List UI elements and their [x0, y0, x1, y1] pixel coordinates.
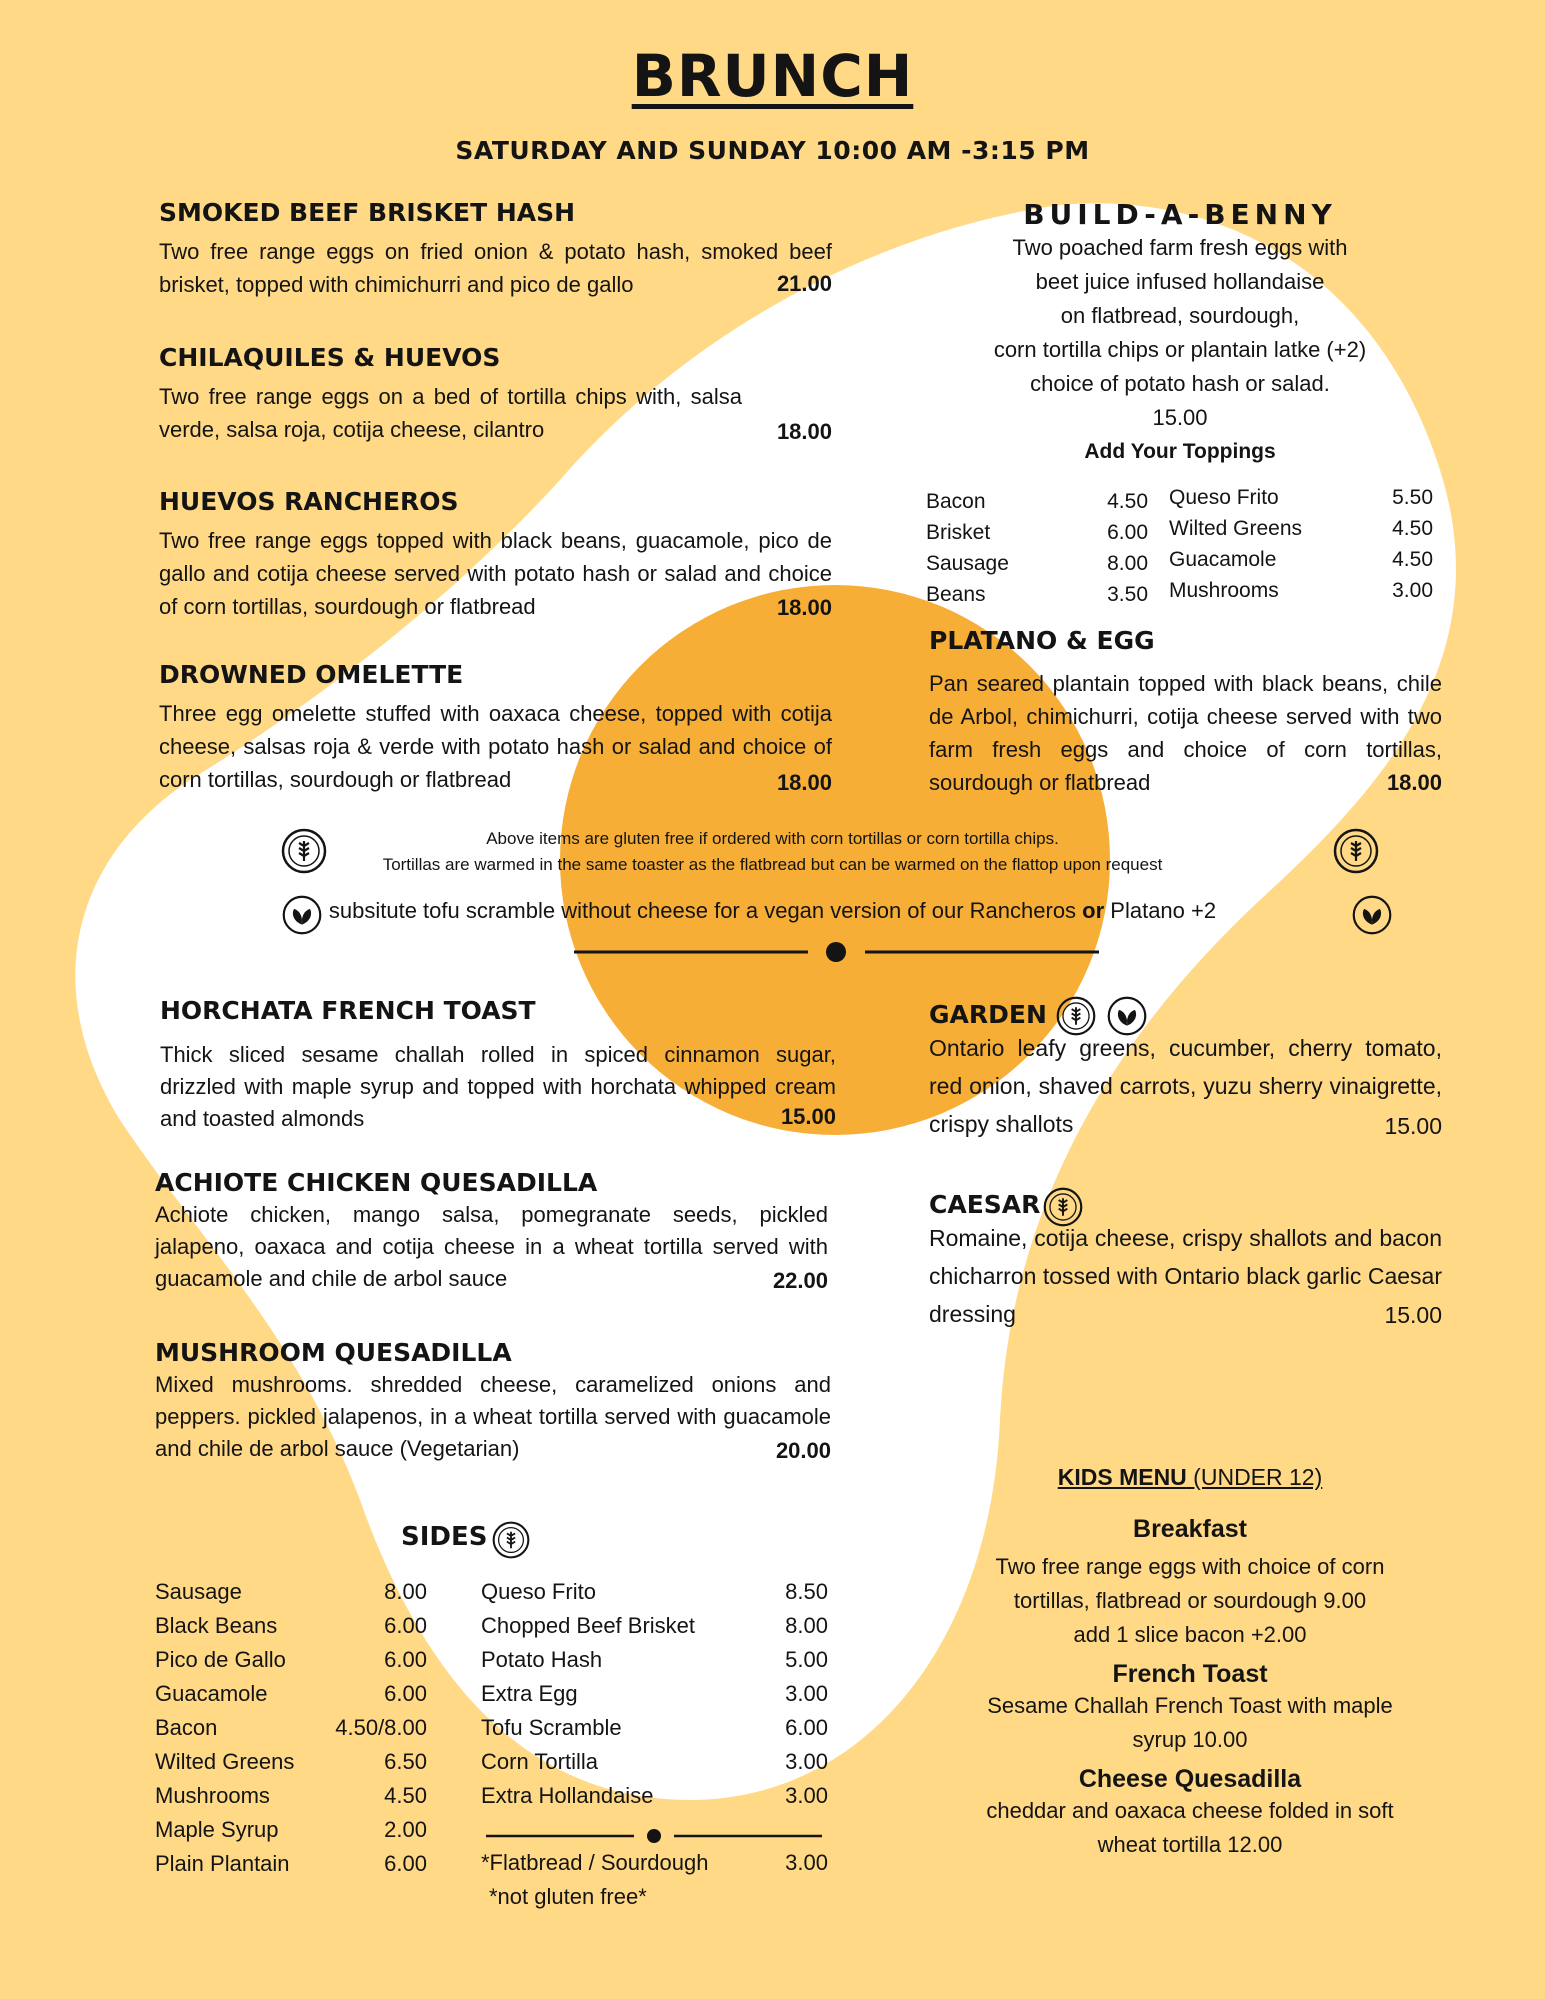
kids-item-line: Two free range eggs with choice of corn	[995, 1554, 1385, 1579]
benny-desc-line: Two poached farm fresh eggs with	[1012, 235, 1348, 260]
item-price: 20.00	[775, 1438, 831, 1463]
side-price: 8.50	[785, 1579, 828, 1604]
topping-name: Beans	[926, 583, 986, 606]
side-row	[155, 1711, 427, 1745]
kids-menu-heading	[940, 1464, 1440, 1491]
side-row	[481, 1609, 828, 1643]
kids-item-name: Breakfast	[1133, 1515, 1247, 1543]
topping-name: Guacamole	[1169, 548, 1277, 571]
side-row	[481, 1677, 828, 1711]
topping-price: 3.50	[1107, 583, 1148, 606]
topping-name: Bacon	[926, 490, 986, 513]
topping-name: Sausage	[926, 552, 1009, 575]
kids-heading-sub: (UNDER 12)	[1186, 1464, 1323, 1490]
item-name: HUEVOS RANCHEROS	[159, 487, 459, 516]
menu-item-caesar	[929, 1190, 1442, 1333]
sides-divider	[486, 1826, 822, 1846]
side-name: Pico de Gallo	[155, 1647, 286, 1672]
item-name	[929, 1000, 1442, 1029]
item-name: CAESAR	[929, 1190, 1041, 1219]
side-price: 3.00	[785, 1749, 828, 1774]
toppings-list-left	[926, 486, 1148, 610]
gluten-free-icon	[492, 1521, 530, 1559]
item-description: Two free range eggs on a bed of tortilla chips with, salsa verde, salsa roja, cotija cheese, cilantro	[159, 384, 742, 442]
topping-price: 4.50	[1392, 517, 1433, 540]
build-a-benny-section	[930, 198, 1430, 469]
side-price: 3.00	[785, 1850, 828, 1875]
topping-price: 4.50	[1392, 548, 1433, 571]
side-price: 8.00	[785, 1613, 828, 1638]
topping-price: 8.00	[1107, 552, 1148, 575]
vegan-note-text: Platano +2	[1104, 898, 1217, 923]
item-price: 15.00	[1384, 1302, 1442, 1328]
item-description: Three egg omelette stuffed with oaxaca cheese, topped with cotija cheese, salsas roja & verde with potato hash or salad and choice of corn tortillas, sourdough or flatbread	[159, 701, 832, 792]
side-name: Black Beans	[155, 1613, 278, 1638]
topping-row	[926, 579, 1148, 610]
side-price: 4.50/8.00	[335, 1715, 427, 1740]
item-price: 21.00	[776, 271, 832, 296]
side-row	[155, 1643, 427, 1677]
note-line: Above items are gluten free if ordered with corn tortillas or corn tortilla chips.	[486, 829, 1059, 848]
side-name: Potato Hash	[481, 1647, 603, 1672]
side-price: 6.00	[384, 1647, 427, 1672]
side-name: Bacon	[155, 1715, 218, 1740]
side-name: Tofu Scramble	[481, 1715, 622, 1740]
item-description: Achiote chicken, mango salsa, pomegranate seeds, pickled jalapeno, oaxaca and cotija cheese in a wheat tortilla served with guacamole and chile de arbol sauce	[155, 1202, 828, 1291]
side-name: Queso Frito	[481, 1579, 596, 1604]
kids-item-line: wheat tortilla 12.00	[1097, 1832, 1283, 1857]
benny-price: 15.00	[1152, 405, 1208, 430]
item-name: DROWNED OMELETTE	[159, 660, 464, 689]
side-price: 6.00	[384, 1681, 427, 1706]
kids-heading-text: KIDS MENU	[1057, 1464, 1187, 1490]
side-price: 5.00	[785, 1647, 828, 1672]
topping-row	[1169, 513, 1433, 544]
vegan-icon	[282, 895, 322, 935]
side-price: 2.00	[384, 1817, 427, 1842]
kids-item-line: add 1 slice bacon +2.00	[1073, 1622, 1307, 1647]
side-price: 6.00	[785, 1715, 828, 1740]
topping-row	[926, 517, 1148, 548]
item-description: Ontario leafy greens, cucumber, cherry tomato, red onion, shaved carrots, yuzu sherry vinaigrette, crispy shallots	[929, 1035, 1442, 1137]
side-row	[155, 1677, 427, 1711]
side-row	[481, 1643, 828, 1677]
side-row	[481, 1779, 828, 1813]
side-price: 8.00	[384, 1579, 427, 1604]
side-row	[155, 1847, 427, 1881]
benny-desc-line: on flatbread, sourdough,	[1060, 303, 1300, 328]
side-price: 6.50	[384, 1749, 427, 1774]
page-title: BRUNCH	[631, 42, 914, 110]
item-price: 15.00	[780, 1104, 836, 1129]
benny-title: BUILD-A-BENNY	[1023, 198, 1337, 231]
toppings-list-right	[1169, 482, 1433, 606]
topping-name: Wilted Greens	[1169, 517, 1303, 540]
side-row	[481, 1575, 828, 1609]
item-price: 18.00	[776, 770, 832, 795]
sides-list-right	[481, 1575, 828, 1813]
gluten-free-icon	[1043, 1187, 1083, 1227]
side-price: 6.00	[384, 1613, 427, 1638]
side-name: Maple Syrup	[155, 1817, 279, 1842]
menu-item-mushroom-quesadilla	[155, 1338, 831, 1465]
gluten-free-icon	[1333, 828, 1379, 874]
kids-menu	[940, 1464, 1440, 1862]
item-description: Pan seared plantain topped with black beans, chile de Arbol, chimichurri, cotija cheese served with two farm fresh eggs and choice of corn tortillas, sourdough or flatbread	[929, 671, 1442, 795]
side-row	[481, 1846, 828, 1880]
side-row	[481, 1745, 828, 1779]
side-name: Chopped Beef Brisket	[481, 1613, 696, 1638]
side-price: 6.00	[384, 1851, 427, 1876]
topping-row	[926, 486, 1148, 517]
item-name: HORCHATA FRENCH TOAST	[160, 996, 536, 1025]
kids-item-line: Sesame Challah French Toast with maple	[987, 1693, 1393, 1718]
gluten-free-note	[0, 826, 1545, 878]
side-name: *Flatbread / Sourdough	[481, 1850, 709, 1875]
kids-item-name: Cheese Quesadilla	[1078, 1765, 1302, 1793]
side-row	[155, 1575, 427, 1609]
item-name: MUSHROOM QUESADILLA	[155, 1338, 512, 1367]
side-row	[155, 1813, 427, 1847]
benny-desc-line: beet juice infused hollandaise	[1035, 269, 1325, 294]
side-price: 3.00	[785, 1681, 828, 1706]
item-price: 18.00	[776, 595, 832, 620]
menu-item-rancheros	[159, 487, 832, 623]
service-hours: SATURDAY AND SUNDAY 10:00 AM -3:15 PM	[455, 136, 1090, 165]
item-description: Romaine, cotija cheese, crispy shallots and bacon chicharron tossed with Ontario black garlic Caesar dressing	[929, 1225, 1442, 1327]
vegan-icon	[1107, 996, 1147, 1036]
topping-row	[926, 548, 1148, 579]
toppings-heading: Add Your Toppings	[1084, 440, 1276, 463]
item-name: PLATANO & EGG	[929, 626, 1155, 655]
side-name: Sausage	[155, 1579, 242, 1604]
topping-row	[1169, 575, 1433, 606]
gluten-free-icon	[281, 828, 327, 874]
side-name: Wilted Greens	[155, 1749, 295, 1774]
item-price: 18.00	[1386, 770, 1442, 795]
item-price: 22.00	[772, 1268, 828, 1293]
item-price: 15.00	[1384, 1113, 1442, 1139]
sides-title: SIDES	[401, 1522, 488, 1552]
menu-item-brisket-hash	[159, 198, 832, 301]
side-row	[155, 1745, 427, 1779]
topping-name: Queso Frito	[1169, 486, 1279, 509]
sides-list-left	[155, 1575, 427, 1881]
item-name: SMOKED BEEF BRISKET HASH	[159, 198, 576, 227]
menu-item-omelette	[159, 660, 832, 796]
side-name: Mushrooms	[155, 1783, 270, 1808]
side-name: Corn Tortilla	[481, 1749, 598, 1774]
kids-item-name: French Toast	[1112, 1660, 1268, 1688]
topping-row	[1169, 544, 1433, 575]
side-name: Extra Egg	[481, 1681, 578, 1706]
topping-price: 6.00	[1107, 521, 1148, 544]
vegan-note-or: or	[1082, 898, 1105, 923]
side-row	[481, 1711, 828, 1745]
side-price: 3.00	[785, 1783, 828, 1808]
side-row	[155, 1609, 427, 1643]
menu-item-chilaquiles	[159, 343, 832, 446]
item-name-text: GARDEN	[929, 1000, 1047, 1029]
section-divider	[574, 940, 1099, 964]
not-gluten-free-note: *not gluten free*	[489, 1884, 647, 1909]
item-description: Two free range eggs on fried onion & potato hash, smoked beef brisket, topped with chimichurri and pico de gallo	[159, 239, 832, 297]
menu-item-achiote-quesadilla	[155, 1168, 828, 1295]
topping-row	[1169, 482, 1433, 513]
side-name: Plain Plantain	[155, 1851, 290, 1876]
note-line: Tortillas are warmed in the same toaster as the flatbread but can be warmed on the flattop upon request	[382, 855, 1163, 874]
item-price: 18.00	[776, 419, 832, 444]
kids-item-line: syrup 10.00	[1132, 1727, 1248, 1752]
gluten-free-icon	[1056, 996, 1096, 1036]
topping-price: 4.50	[1107, 490, 1148, 513]
item-name: CHILAQUILES & HUEVOS	[159, 343, 501, 372]
item-description: Thick sliced sesame challah rolled in spiced cinnamon sugar, drizzled with maple syrup and topped with horchata whipped cream and toasted almonds	[160, 1042, 836, 1131]
sides-flatbread	[481, 1846, 828, 1914]
menu-item-french-toast	[160, 996, 836, 1135]
side-price: 4.50	[384, 1783, 427, 1808]
side-name: Extra Hollandaise	[481, 1783, 654, 1808]
item-description: Mixed mushrooms. shredded cheese, caramelized onions and peppers. pickled jalapenos, in a wheat tortilla served with guacamole and chile de arbol sauce (Vegetarian)	[155, 1372, 831, 1461]
vegan-note	[0, 898, 1545, 924]
benny-desc-line: corn tortilla chips or plantain latke (+2)	[993, 337, 1367, 362]
item-name: ACHIOTE CHICKEN QUESADILLA	[155, 1168, 598, 1197]
kids-item-line: tortillas, flatbread or sourdough 9.00	[1013, 1588, 1367, 1613]
item-description: Two free range eggs topped with black beans, guacamole, pico de gallo and cotija cheese served with potato hash or salad and choice of corn tortillas, sourdough or flatbread	[159, 528, 832, 619]
topping-price: 5.50	[1392, 486, 1433, 509]
vegan-icon	[1352, 895, 1392, 935]
benny-desc-line: choice of potato hash or salad.	[1030, 371, 1330, 396]
menu-item-garden	[929, 1000, 1442, 1143]
topping-price: 3.00	[1392, 579, 1433, 602]
vegan-note-text: subsitute tofu scramble without cheese for a vegan version of our Rancheros	[328, 898, 1083, 923]
side-name: Guacamole	[155, 1681, 268, 1706]
side-row	[155, 1779, 427, 1813]
topping-name: Mushrooms	[1169, 579, 1279, 602]
topping-name: Brisket	[926, 521, 991, 544]
kids-item-line: cheddar and oaxaca cheese folded in soft	[986, 1798, 1394, 1823]
menu-item-platano	[929, 626, 1442, 799]
